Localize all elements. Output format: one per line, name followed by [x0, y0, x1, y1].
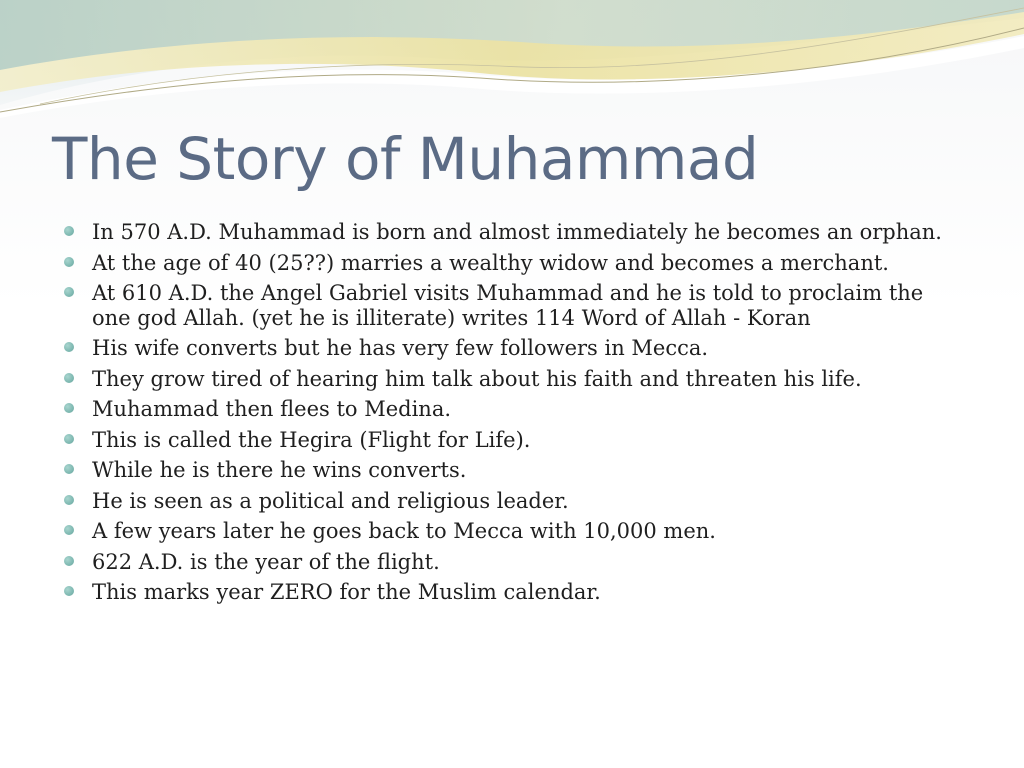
bullet-dot-icon — [64, 287, 74, 297]
bullet-item — [62, 251, 962, 276]
bullet-text: In 570 A.D. Muhammad is born and almost immediately he becomes an orphan. — [92, 220, 942, 244]
bullet-text: While he is there he wins converts. — [92, 458, 467, 482]
bullet-item — [62, 519, 962, 544]
bullet-text: They grow tired of hearing him talk about his faith and threaten his life. — [92, 366, 862, 391]
bullet-dot-icon — [64, 342, 74, 352]
bullet-text: At 610 A.D. the Angel Gabriel visits Muhammad and he is told to proclaim the one god Allah. (yet he is illiterate) writes 114 Word of Allah - Koran — [92, 281, 924, 330]
bullet-item — [62, 580, 962, 605]
bullet-text: 622 A.D. is the year of the flight. — [92, 549, 440, 574]
bullet-item — [62, 367, 962, 392]
bullet-item — [62, 428, 962, 453]
bullet-item — [62, 397, 962, 422]
bullet-text: His wife converts but he has very few followers in Mecca. — [92, 336, 709, 360]
bullet-text: He is seen as a political and religious leader. — [92, 488, 569, 513]
slide-title: The Story of Muhammad — [52, 125, 759, 193]
bullet-text: A few years later he goes back to Mecca with 10,000 men. — [92, 519, 716, 543]
bullet-dot-icon — [64, 403, 74, 413]
bullet-dot-icon — [64, 257, 74, 267]
bullet-item — [62, 489, 962, 514]
bullet-dot-icon — [64, 373, 74, 383]
bullet-item — [62, 550, 962, 575]
bullet-item — [62, 336, 962, 361]
bullet-item — [62, 458, 962, 483]
bullet-text: At the age of 40 (25??) marries a wealthy widow and becomes a merchant. — [92, 250, 889, 275]
bullet-item — [62, 220, 962, 245]
bullet-dot-icon — [64, 556, 74, 566]
bullet-item — [62, 281, 962, 330]
bullet-dot-icon — [64, 464, 74, 474]
bullet-dot-icon — [64, 495, 74, 505]
bullet-dot-icon — [64, 586, 74, 596]
bullet-dot-icon — [64, 226, 74, 236]
decorative-wave-banner — [0, 0, 1024, 130]
bullet-text: This is called the Hegira (Flight for Life). — [92, 427, 531, 452]
bullet-text: This marks year ZERO for the Muslim calendar. — [92, 580, 601, 604]
bullet-list — [62, 220, 962, 611]
bullet-dot-icon — [64, 434, 74, 444]
bullet-dot-icon — [64, 525, 74, 535]
bullet-text: Muhammad then flees to Medina. — [92, 397, 452, 421]
